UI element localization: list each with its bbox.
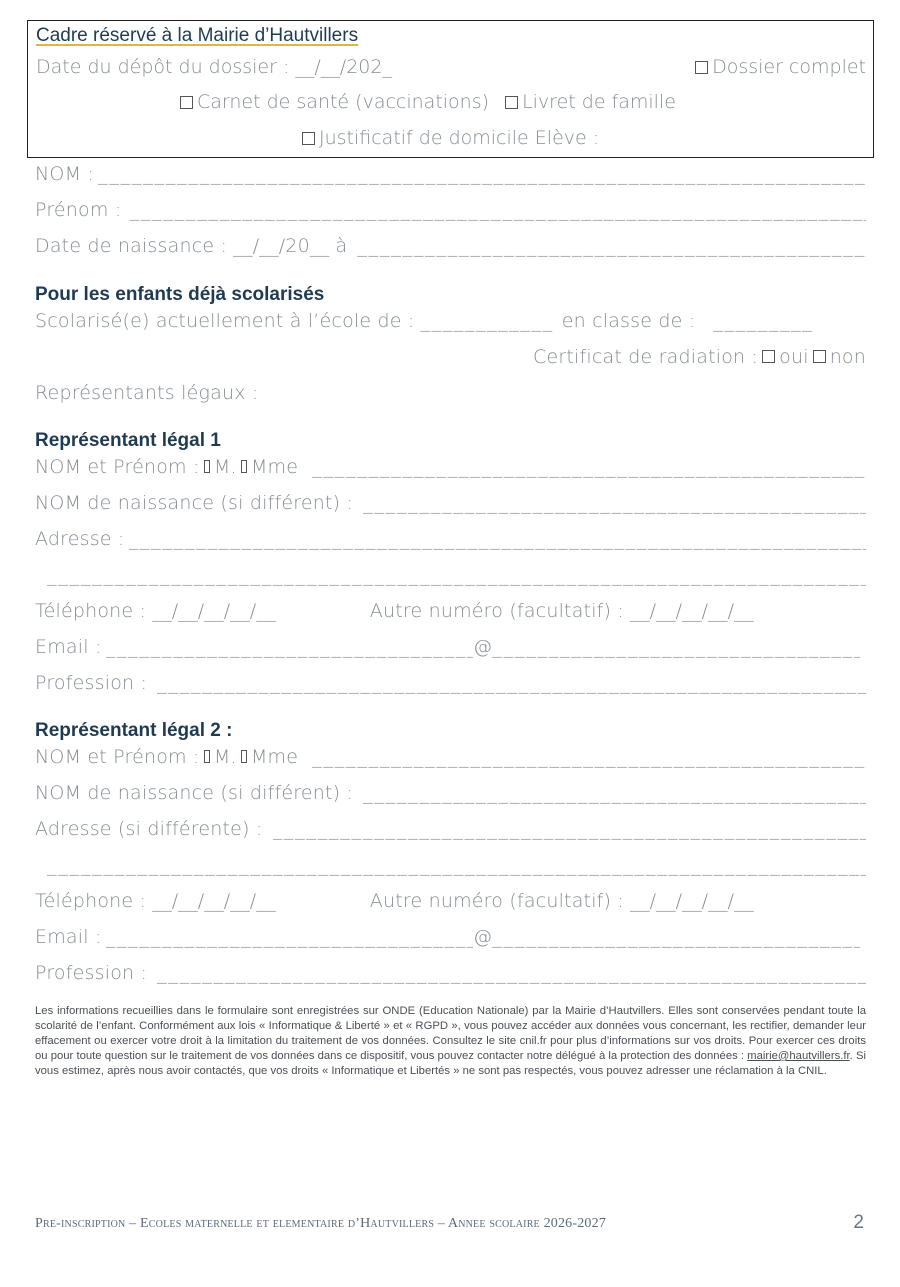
- page-footer: Pre-inscription – Ecoles maternelle et elementaire d’Hautvillers – Annee scolaire 2026-2027: [35, 1216, 607, 1231]
- child-birth-label: Date de naissance : __/__/20__ à: [35, 235, 348, 257]
- rep1-autre-numero-label[interactable]: Autre numéro (facultatif) : __/__/__/__/__: [369, 600, 754, 622]
- certificat-row: [35, 346, 866, 374]
- rep2-profession-field[interactable]: [157, 962, 866, 984]
- certificat-label: Certificat de radiation :: [533, 346, 759, 368]
- rep2-telephone-label[interactable]: Téléphone : __/__/__/__/__: [35, 890, 276, 912]
- rep2-profession-row: [35, 962, 866, 990]
- carnet-sante-label: Carnet de santé (vaccinations): [197, 91, 490, 113]
- rep2-telephone-row: [35, 890, 866, 918]
- rep1-email-label: Email :: [35, 636, 102, 658]
- justificatif-checkbox[interactable]: [302, 132, 315, 145]
- dossier-complet-label: Dossier complet: [712, 56, 866, 78]
- rep2-email-row: [35, 926, 860, 954]
- rep2-email-label: Email :: [35, 926, 102, 948]
- certificat-oui-checkbox[interactable]: [762, 350, 775, 363]
- date-depot-label: Date du dépôt du dossier : __/__/202_: [36, 56, 392, 78]
- certificat-non-checkbox[interactable]: [813, 350, 826, 363]
- rep1-mme-checkbox[interactable]: [241, 460, 247, 473]
- rep1-email-local-field[interactable]: [106, 636, 474, 658]
- privacy-notice-text-end: . Si vous estimez, après nous avoir contactés, que vos droits « Informatique et Libertés » ne sont pas respectés, vous pouvez adresser une réclamation à la CNIL.: [35, 1050, 866, 1077]
- child-birth-row: [35, 235, 866, 263]
- certificat-oui-label: oui: [779, 346, 809, 368]
- rep1-adresse-field-2[interactable]: [47, 564, 866, 586]
- scolarises-heading: Pour les enfants déjà scolarisés: [35, 284, 325, 305]
- child-nom-label: NOM :: [35, 163, 95, 185]
- justificatif-label: Justificatif de domicile Elève :: [319, 127, 600, 149]
- ecole-row: [35, 310, 866, 338]
- mairie-email-link[interactable]: mairie@hautvillers.fr: [747, 1050, 850, 1062]
- carnet-sante-checkbox[interactable]: [180, 96, 193, 109]
- ecole-field[interactable]: ____________: [420, 310, 554, 332]
- child-nom-field[interactable]: [98, 163, 866, 185]
- rep2-email-at: @: [473, 926, 493, 948]
- rep1-email-domain-field[interactable]: [492, 636, 860, 658]
- rep2-adresse-row: [35, 818, 866, 846]
- rep1-email-at: @: [473, 636, 493, 658]
- rep1-profession-label: Profession :: [35, 672, 148, 694]
- rep2-nom-field[interactable]: [312, 746, 866, 768]
- child-nom-row: [35, 163, 866, 191]
- rep2-adresse-field-2[interactable]: [47, 854, 866, 876]
- rep2-adresse-label: Adresse (si différente) :: [35, 818, 263, 840]
- rep1-nom-naissance-row: [35, 492, 866, 520]
- child-prenom-field[interactable]: [129, 199, 866, 221]
- rep2-m-checkbox[interactable]: [204, 750, 210, 763]
- rep1-adresse-row2: [35, 564, 866, 592]
- justificatif-row: [298, 127, 599, 149]
- mairie-box-title: Cadre réservé à la Mairie d’Hautvillers: [36, 25, 359, 46]
- rep1-nom-naissance-field[interactable]: [363, 492, 866, 514]
- rep1-adresse-field[interactable]: [129, 528, 866, 550]
- child-prenom-row: [35, 199, 866, 227]
- rep1-heading: Représentant légal 1: [35, 430, 221, 451]
- privacy-notice: [35, 1004, 866, 1079]
- ecole-label: Scolarisé(e) actuellement à l’école de :: [35, 310, 415, 332]
- rep2-adresse-field[interactable]: [273, 818, 867, 840]
- dossier-complet-checkbox[interactable]: [695, 61, 708, 74]
- rep2-autre-numero-label[interactable]: Autre numéro (facultatif) : __/__/__/__/__: [369, 890, 754, 912]
- rep1-adresse-label: Adresse :: [35, 528, 125, 550]
- child-prenom-label: Prénom :: [35, 199, 122, 221]
- livret-famille-label: Livret de famille: [522, 91, 676, 113]
- mairie-reserved-box: [27, 20, 874, 158]
- representants-row: [35, 382, 866, 410]
- rep2-mme-label: Mme: [250, 746, 299, 768]
- rep1-nom-label: NOM et Prénom :: [35, 456, 200, 478]
- page-number: 2: [853, 1212, 864, 1233]
- rep2-adresse-row2: [35, 854, 866, 882]
- rep1-m-checkbox[interactable]: [204, 460, 210, 473]
- rep2-nom-naissance-row: [35, 782, 866, 810]
- rep2-nom-row: [35, 746, 866, 774]
- rep1-telephone-label[interactable]: Téléphone : __/__/__/__/__: [35, 600, 276, 622]
- rep1-nom-naissance-label: NOM de naissance (si différent) :: [35, 492, 354, 514]
- rep1-adresse-row: [35, 528, 866, 556]
- dossier-complet-option: [691, 56, 866, 78]
- rep1-mme-label: Mme: [250, 456, 299, 478]
- certificat-non-label: non: [829, 346, 866, 368]
- representants-label: Représentants légaux :: [35, 382, 259, 404]
- livret-famille-checkbox[interactable]: [505, 96, 518, 109]
- rep2-m-label: M.: [213, 746, 237, 768]
- rep1-profession-row: [35, 672, 866, 700]
- rep2-heading: Représentant légal 2 :: [35, 720, 233, 741]
- rep1-m-label: M.: [213, 456, 237, 478]
- documents-row: [176, 91, 676, 113]
- privacy-notice-text: Les informations recueillies dans le formulaire sont enregistrées sur ONDE (Education Nationale) par la Mairie d’Hautvillers. Elles sont conservées pendant toute la scolarité de l’enfant. Conformément aux lois « Informatique & Liberté » et « RGPD », vous pouvez accéder aux données vous concernant, les rectifier, demander leur effacement ou exercer votre droit à la limitation du traitement de vos données. Consultez le site cnil.fr pour plus d’informations sur vos droits. Pour exercer ces droits ou pour toute question sur le traitement de vos données dans ce dispositif, vous pouvez contacter notre délégué à la protection des données :: [35, 1005, 866, 1062]
- rep1-email-row: [35, 636, 860, 664]
- child-birthplace-field[interactable]: [357, 235, 866, 257]
- rep1-nom-row: [35, 456, 866, 484]
- rep2-nom-label: NOM et Prénom :: [35, 746, 200, 768]
- rep2-email-domain-field[interactable]: [492, 926, 860, 948]
- rep2-nom-naissance-label: NOM de naissance (si différent) :: [35, 782, 354, 804]
- rep2-email-local-field[interactable]: [106, 926, 474, 948]
- rep1-profession-field[interactable]: [157, 672, 866, 694]
- classe-field[interactable]: _________: [713, 310, 814, 332]
- rep1-nom-field[interactable]: [312, 456, 866, 478]
- rep2-mme-checkbox[interactable]: [241, 750, 247, 763]
- classe-label: en classe de :: [561, 310, 696, 332]
- rep2-profession-label: Profession :: [35, 962, 148, 984]
- rep1-telephone-row: [35, 600, 866, 628]
- rep2-nom-naissance-field[interactable]: [363, 782, 866, 804]
